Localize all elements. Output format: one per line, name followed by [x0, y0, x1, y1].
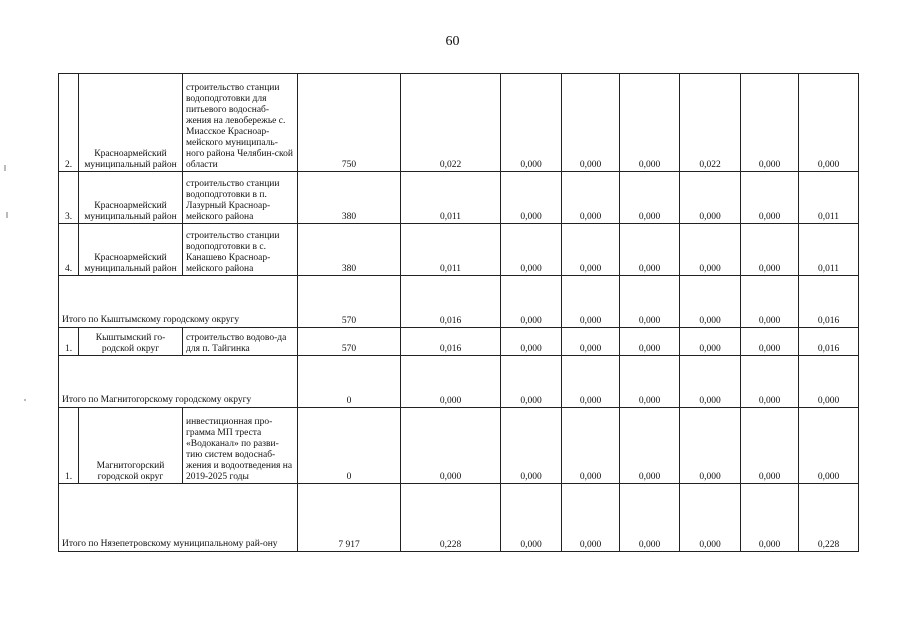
- indicator-value: 0,000: [401, 408, 501, 484]
- indicator-value: 0,000: [799, 74, 859, 172]
- scan-margin-mark: [4, 165, 6, 171]
- indicator-value: 0,000: [680, 328, 741, 356]
- indicator-value: 0,000: [741, 408, 799, 484]
- project-description: строительство станции водоподготовки в с. Канашево Красноар-мейского района: [183, 224, 298, 276]
- indicator-value: 0,000: [741, 172, 799, 224]
- indicator-value: 0,000: [501, 328, 562, 356]
- indicator-value: 0,000: [562, 224, 620, 276]
- indicator-value: 0,000: [620, 356, 680, 408]
- indicator-value: 0,000: [501, 74, 562, 172]
- capacity-value: 570: [298, 276, 401, 328]
- indicator-value: 0,000: [680, 224, 741, 276]
- indicator-value: 0,000: [680, 276, 741, 328]
- subtotal-row: [59, 484, 859, 552]
- indicator-value: 0,022: [401, 74, 501, 172]
- capacity-value: 0: [298, 356, 401, 408]
- indicator-value: 0,011: [799, 224, 859, 276]
- row-number: 4.: [59, 224, 79, 276]
- indicator-value: 0,000: [620, 408, 680, 484]
- table-row: [59, 328, 859, 356]
- indicator-value: 0,011: [401, 224, 501, 276]
- indicator-value: 0,000: [562, 408, 620, 484]
- indicator-value: 0,000: [799, 408, 859, 484]
- row-number: 2.: [59, 74, 79, 172]
- district-name: Красноармейский муниципальный район: [79, 224, 183, 276]
- scan-margin-mark: [6, 212, 8, 218]
- table-row: [59, 74, 859, 172]
- subtotal-row: [59, 356, 859, 408]
- capacity-value: 750: [298, 74, 401, 172]
- indicator-value: 0,228: [401, 484, 501, 552]
- indicator-value: 0,000: [501, 276, 562, 328]
- capacity-value: 0: [298, 408, 401, 484]
- scan-margin-mark: [24, 399, 26, 401]
- project-description: строительство станции водоподготовки для питьевого водоснаб-жения на левобережье с. Миасское Красноар-мейского муниципаль-ного района Челябин-ской области: [183, 74, 298, 172]
- indicator-value: 0,000: [680, 408, 741, 484]
- subtotal-label: Итого по Нязепетровскому муниципальному рай-ону: [59, 484, 298, 552]
- indicator-value: 0,000: [620, 74, 680, 172]
- indicator-value: 0,000: [501, 484, 562, 552]
- indicator-value: 0,022: [680, 74, 741, 172]
- indicator-value: 0,000: [741, 74, 799, 172]
- district-name: Красноармейский муниципальный район: [79, 172, 183, 224]
- indicator-value: 0,000: [562, 276, 620, 328]
- indicator-value: 0,000: [562, 74, 620, 172]
- indicator-value: 0,000: [741, 276, 799, 328]
- district-name: Магнитогорский городской округ: [79, 408, 183, 484]
- indicator-value: 0,000: [501, 356, 562, 408]
- subtotal-label: Итого по Кыштымскому городскому округу: [59, 276, 298, 328]
- page-number: 60: [445, 34, 460, 49]
- indicator-value: 0,000: [680, 356, 741, 408]
- row-number: 3.: [59, 172, 79, 224]
- indicator-value: 0,016: [401, 276, 501, 328]
- indicator-value: 0,000: [501, 408, 562, 484]
- project-description: строительство станции водоподготовки в п. Лазурный Красноар-мейского района: [183, 172, 298, 224]
- row-number: 1.: [59, 408, 79, 484]
- indicator-value: 0,000: [741, 224, 799, 276]
- capacity-value: 7 917: [298, 484, 401, 552]
- row-number: 1.: [59, 328, 79, 356]
- indicator-value: 0,000: [620, 224, 680, 276]
- indicator-value: 0,000: [620, 484, 680, 552]
- indicator-value: 0,228: [799, 484, 859, 552]
- indicator-value: 0,011: [799, 172, 859, 224]
- indicator-value: 0,016: [799, 328, 859, 356]
- indicator-value: 0,000: [799, 356, 859, 408]
- subtotal-row: [59, 276, 859, 328]
- indicator-value: 0,000: [562, 356, 620, 408]
- indicator-value: 0,000: [680, 484, 741, 552]
- water-supply-investment-table: [58, 73, 859, 552]
- indicator-value: 0,000: [620, 172, 680, 224]
- subtotal-label: Итого по Магнитогорскому городскому округу: [59, 356, 298, 408]
- indicator-value: 0,000: [620, 328, 680, 356]
- table-row: [59, 408, 859, 484]
- table-body: [59, 74, 859, 552]
- indicator-value: 0,000: [562, 172, 620, 224]
- indicator-value: 0,016: [799, 276, 859, 328]
- capacity-value: 380: [298, 224, 401, 276]
- indicator-value: 0,000: [501, 224, 562, 276]
- district-name: Кыштымский го-родской округ: [79, 328, 183, 356]
- indicator-value: 0,000: [501, 172, 562, 224]
- district-name: Красноармейский муниципальный район: [79, 74, 183, 172]
- indicator-value: 0,000: [562, 328, 620, 356]
- indicator-value: 0,016: [401, 328, 501, 356]
- indicator-value: 0,000: [680, 172, 741, 224]
- indicator-value: 0,000: [620, 276, 680, 328]
- project-description: строительство водово-да для п. Тайгинка: [183, 328, 298, 356]
- indicator-value: 0,000: [401, 356, 501, 408]
- table-row: [59, 224, 859, 276]
- table-row: [59, 172, 859, 224]
- indicator-value: 0,000: [741, 356, 799, 408]
- capacity-value: 380: [298, 172, 401, 224]
- indicator-value: 0,011: [401, 172, 501, 224]
- indicator-value: 0,000: [741, 484, 799, 552]
- indicator-value: 0,000: [562, 484, 620, 552]
- project-description: инвестиционная про-грамма МП треста «Водоканал» по разви-тию систем водоснаб-жения и водоотведения на 2019-2025 годы: [183, 408, 298, 484]
- indicator-value: 0,000: [741, 328, 799, 356]
- capacity-value: 570: [298, 328, 401, 356]
